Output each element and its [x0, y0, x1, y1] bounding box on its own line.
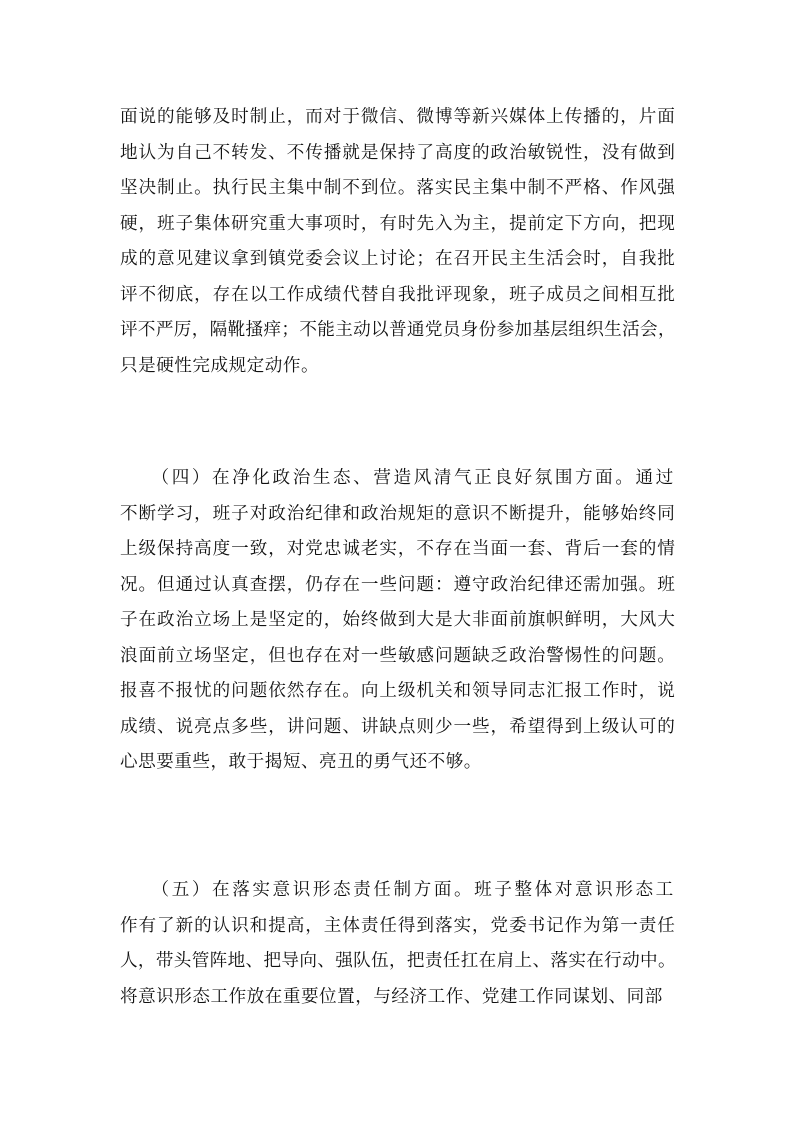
text-line: 成的意见建议拿到镇党委会议上讨论；在召开民主生活会时，自我批 — [120, 249, 676, 269]
text-line: 成绩、说亮点多些，讲问题、讲缺点则少一些，希望得到上级认可的 — [120, 716, 676, 737]
paragraph-continuation — [120, 100, 676, 384]
text-line: 将意识形态工作放在重要位置，与经济工作、党建工作同谋划、同部 — [120, 986, 663, 1007]
text-line: 地认为自己不转发、不传播就是保持了高度的政治敏锐性，没有做到 — [120, 142, 676, 163]
text-line: 硬，班子集体研究重大事项时，有时先入为主，提前定下方向，把现 — [120, 213, 676, 234]
text-line: 浪面前立场坚定，但也存在对一些敏感问题缺乏政治警惕性的问题。 — [120, 645, 676, 666]
text-line: 评不彻底，存在以工作成绩代替自我批评现象，班子成员之间相互批 — [120, 284, 676, 305]
text-line: 人，带头管阵地、把导向、强队伍，把责任扛在肩上、落实在行动中。 — [120, 951, 676, 971]
text-line: 作有了新的认识和提高，主体责任得到落实，党委书记作为第一责任 — [120, 915, 676, 936]
text-line: （五）在落实意识形态责任制方面。班子整体对意识形态工 — [120, 880, 676, 900]
text-line: （四）在净化政治生态、营造风清气正良好氛围方面。通过 — [120, 468, 676, 488]
paragraph-section-5 — [120, 873, 676, 1015]
text-line: 报喜不报忧的问题依然存在。向上级机关和领导同志汇报工作时，说 — [120, 681, 676, 701]
text-line: 评不严厉，隔靴搔痒；不能主动以普通党员身份参加基层组织生活会， — [120, 320, 676, 340]
text-line: 心思要重些，敢于揭短、亮丑的勇气还不够。 — [120, 752, 482, 772]
text-line: 坚决制止。执行民主集中制不到位。落实民主集中制不严格、作风强 — [120, 178, 676, 198]
text-line: 上级保持高度一致，对党忠诚老实，不存在当面一套、背后一套的情 — [120, 539, 676, 559]
text-line: 面说的能够及时制止，而对于微信、微博等新兴媒体上传播的，片面 — [120, 107, 676, 127]
text-line: 不断学习，班子对政治纪律和政治规矩的意识不断提升，能够始终同 — [120, 503, 676, 524]
text-line: 只是硬性完成规定动作。 — [120, 355, 320, 376]
text-line: 子在政治立场上是坚定的，始终做到大是大非面前旗帜鲜明，大风大 — [120, 610, 676, 630]
text-line: 况。但通过认真查摆，仍存在一些问题：遵守政治纪律还需加强。班 — [120, 574, 676, 595]
paragraph-section-4 — [120, 461, 676, 781]
